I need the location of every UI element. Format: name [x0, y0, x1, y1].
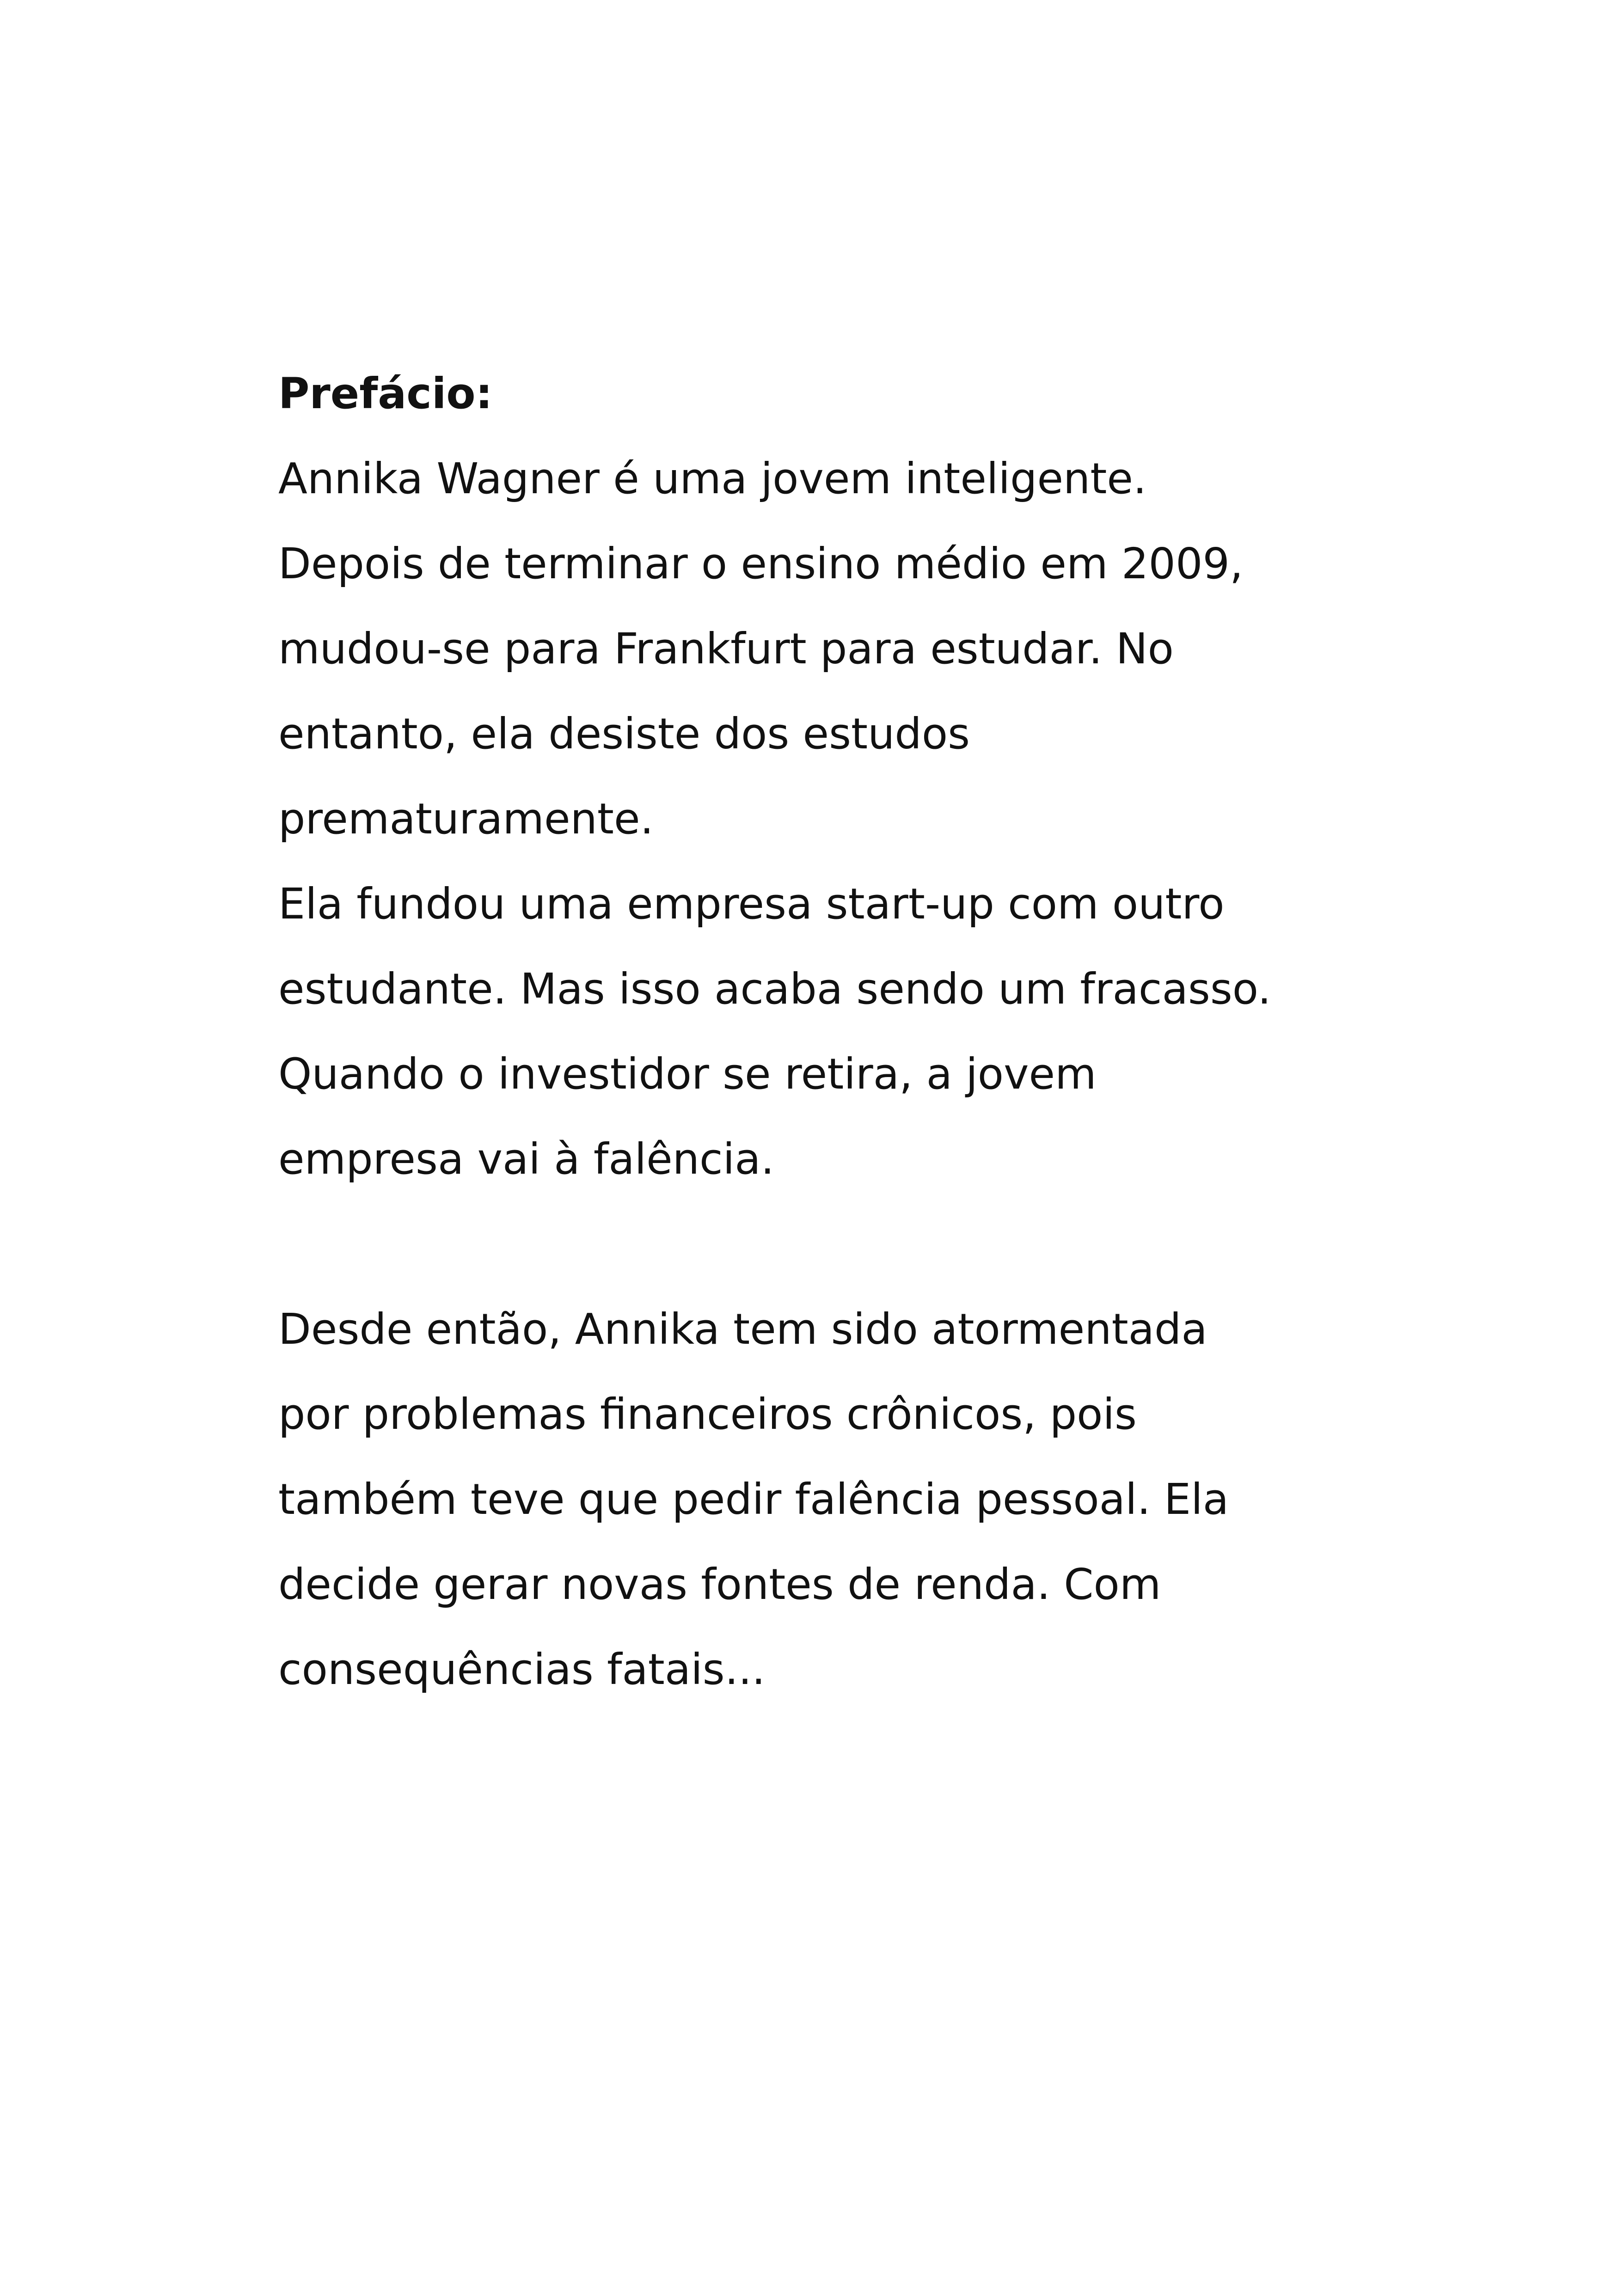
paragraph-line: estudante. Mas isso acaba sendo um fracasso. [278, 964, 1271, 1014]
paragraph-line: empresa vai à falência. [278, 1134, 774, 1184]
paragraph-line: mudou-se para Frankfurt para estudar. No [278, 624, 1174, 673]
paragraph-line: decide gerar novas fontes de renda. Com [278, 1560, 1161, 1609]
preface-heading: Prefácio: [278, 369, 493, 418]
paragraph-line: prematuramente. [278, 794, 654, 844]
paragraph-line: também teve que pedir falência pessoal. Ela [278, 1475, 1229, 1524]
paragraph-line: Ela fundou uma empresa start-up com outro [278, 879, 1225, 929]
paragraph-line: Annika Wagner é uma jovem inteligente. [278, 454, 1147, 503]
paragraph-1 [278, 436, 1388, 1202]
paragraph-line: entanto, ela desiste dos estudos [278, 709, 970, 759]
paragraph-line: consequências fatais... [278, 1645, 766, 1694]
paragraph-line: por problemas financeiros crônicos, pois [278, 1390, 1137, 1439]
paragraph-line: Quando o investidor se retira, a jovem [278, 1049, 1097, 1099]
paragraph-2 [278, 1287, 1388, 1712]
paragraph-line: Depois de terminar o ensino médio em 2009, [278, 539, 1244, 588]
paragraph-line: Desde então, Annika tem sido atormentada [278, 1304, 1207, 1354]
preface-text [278, 351, 1388, 1712]
paragraph-gap [278, 1202, 1388, 1287]
